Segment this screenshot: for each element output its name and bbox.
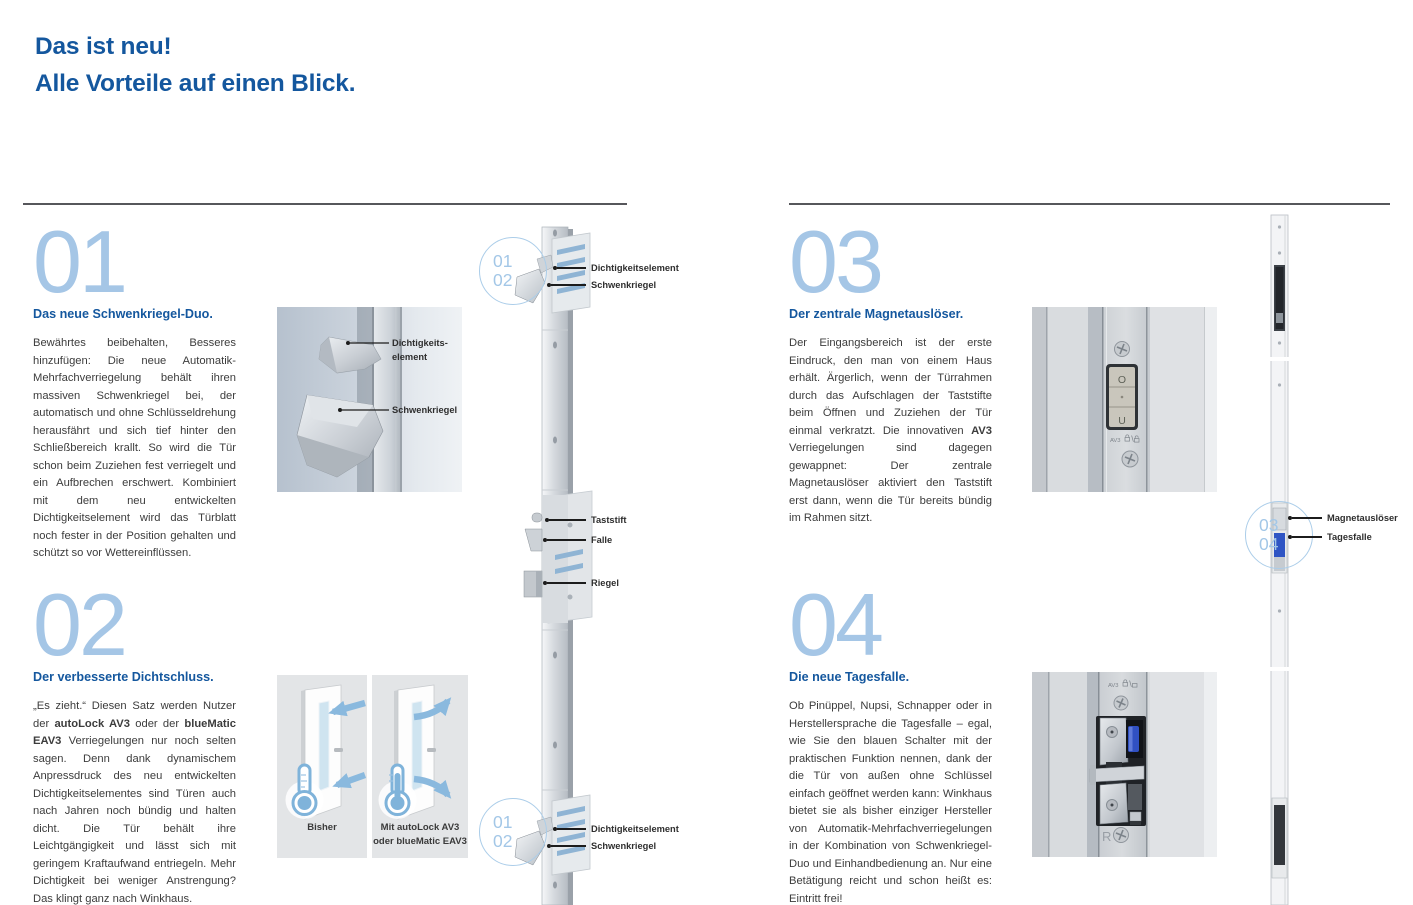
tagesfalle-mechanism: [1090, 716, 1146, 826]
section-04-heading: Die neue Tagesfalle.: [789, 670, 910, 684]
section-01: [33, 212, 236, 563]
callout-taststift: [545, 515, 626, 525]
screw-icon: [1114, 696, 1128, 710]
figure1-label-schwenkriegel: Schwenkriegel: [392, 405, 458, 415]
callout-line: [557, 828, 586, 829]
callout-line: [547, 582, 586, 583]
callout-label: Falle: [591, 535, 613, 545]
section-04: [789, 575, 992, 905]
callout-dichtigkeitselement-bottom: [553, 824, 679, 834]
caption-bisher: [277, 821, 367, 835]
badge-number: 02: [493, 831, 513, 851]
callout-schwenkriegel-bottom: [547, 841, 656, 851]
page-title-line2: Alle Vorteile auf einen Blick.: [35, 70, 356, 97]
callout-falle: [543, 535, 612, 545]
figure-tagesfalle-closeup: [1032, 672, 1217, 862]
badge-01-02-bottom: [479, 798, 547, 866]
taststift-part: [532, 513, 542, 522]
av3-label: AV3: [1108, 683, 1119, 689]
callout-label: Dichtigkeitselement: [591, 263, 679, 273]
badge-number: 01: [493, 250, 513, 271]
caption-autolock: [372, 821, 468, 849]
section-01-number: 01: [33, 212, 125, 311]
callout-tagesfalle: [1288, 532, 1372, 542]
section-01-body: Bewährtes beibehalten, Besseres hinzufügen: Die neue Automatik-Mehrfachverriegelung behält ihren massiven Schwenkriegel bei, der automatisch und ohne Schlüsseldrehung herausfährt und sich tief hinter den Schließbereich krallt. So wird die Tür schon beim Zuziehen fest verriegelt und ein Aufbrechen erschwert. Kombiniert mit dem neu entwickelten Dichtigkeitselement wird das Türblatt noch fester in der Position gehalten und schützt so vor Wettereinflüssen.: [33, 337, 236, 559]
callout-line: [551, 284, 586, 285]
section-02-heading: Der verbesserte Dichtschluss.: [33, 670, 214, 684]
door-handle: [334, 748, 343, 752]
figure-magnetausloeser-closeup: [1032, 307, 1217, 497]
callout-label: Dichtigkeitselement: [591, 824, 679, 834]
callout-magnetausloeser: [1288, 513, 1398, 523]
divider-right: [789, 203, 1390, 205]
tagesfalle-photo: [1032, 672, 1217, 857]
callout-line: [551, 845, 586, 846]
callout-line: [547, 539, 586, 540]
callout-label: Tagesfalle: [1327, 532, 1372, 542]
callout-line: [557, 267, 586, 268]
callout-line: [1292, 517, 1322, 518]
divider-left: [23, 203, 627, 205]
callout-line: [1292, 536, 1322, 537]
section-03-heading: Der zentrale Magnetauslöser.: [789, 307, 964, 321]
callout-label: Taststift: [591, 515, 627, 525]
caption-autolock-line1: Mit autoLock AV3: [380, 822, 460, 833]
ou-switch: [1106, 364, 1138, 430]
section-02-number: 02: [33, 575, 125, 674]
door-glass: [319, 701, 329, 791]
section-04-body: Ob Pinüppel, Nupsi, Schnapper oder in Herstellersprache die Tagesfalle – egal, wie Sie den blauen Schalter mit der praktischen Funktion nennen, dank der die Tür von außen ohne Schlüssel einfach geöffnet werden kann: Winkhaus bietet sie als bisher einziger Hersteller von Automatik-Mehrfachverriegelungen in der Kombination von Schwenkriegel-Duo und Einhandbedienung an. Nur eine Betätigung reicht und schon heißt es: Eintritt frei!: [789, 700, 992, 905]
section-02-body: „Es zieht.“ Diesen Satz werden Nutzer der autoLock AV3 oder der blueMatic EAV3 Verriegelungen nur noch selten sagen. Denn dank dynamischem Anpressdruck des neu entwickelten Dichtigkeitselementes sind Türen auch nach Jahren noch bündig und halten dicht. Die Tür behält ihre Leichtgängigkeit und lässt sich mit geringem Kraftaufwand entriegeln. Mehr Dichtigkeit bei weniger Anstrengung? Das klingt ganz nach Winkhaus.: [33, 700, 236, 905]
badge-number: 03: [1259, 514, 1279, 535]
handing-letter-r: R: [1102, 829, 1112, 844]
callout-line: [549, 519, 586, 520]
badge-number: 04: [1259, 534, 1279, 554]
switch-position-u: U: [1118, 415, 1126, 427]
door-handle: [427, 748, 436, 752]
screw-icon: [1114, 828, 1129, 843]
callout-label: Schwenkriegel: [591, 841, 657, 851]
callout-dichtigkeitselement-top: [553, 263, 679, 273]
figure-schwenkriegel-closeup: [277, 307, 462, 497]
section-01-heading: Das neue Schwenkriegel-Duo.: [33, 307, 213, 321]
page-title: [35, 28, 355, 102]
callout-schwenkriegel-top: [547, 280, 656, 290]
badge-number: 01: [493, 811, 513, 832]
caption-autolock-line2: oder blueMatic EAV3: [373, 836, 467, 847]
callout-label: Magnetauslöser: [1327, 513, 1398, 523]
section-03: [789, 212, 992, 528]
screw-icon: [1122, 451, 1138, 467]
caption-bisher-text: Bisher: [307, 822, 337, 833]
badge-01-02-top: [479, 237, 547, 305]
figure1-label-dichtigkeitselement-line1: Dichtigkeits-: [392, 338, 448, 348]
section-02: [33, 575, 236, 905]
section-04-number: 04: [789, 575, 881, 674]
figure1-label-dichtigkeitselement-line2: element: [392, 352, 428, 362]
schwenkriegel-photo: [277, 307, 462, 492]
screw-icon: [1115, 342, 1130, 357]
magnetausloeser-photo: [1032, 307, 1217, 492]
callout-label: Schwenkriegel: [591, 280, 657, 290]
page-title-line1: Das ist neu!: [35, 33, 172, 60]
section-03-body: Der Eingangsbereich ist der erste Eindruck, den man von einem Haus erhält. Ärgerlich, wenn der Türrahmen durch das Aufschlagen der Taststifte beim Öffnen und Zuziehen der Tür einmal verkratzt. Die innovativen AV3 Verriegelungen sind dagegen gewappnet: Der zentrale Magnetauslöser aktiviert den Taststift erst dann, wenn die Tür bereits bündig im Rahmen sitzt.: [789, 337, 992, 524]
lock-case-middle: [524, 491, 592, 623]
section-03-number: 03: [789, 212, 881, 311]
falle-part: [525, 529, 542, 551]
callout-label: Riegel: [591, 578, 619, 588]
av3-label: AV3: [1110, 438, 1121, 444]
callout-riegel: [543, 578, 619, 588]
switch-position-o: O: [1117, 374, 1127, 386]
badge-number: 02: [493, 270, 513, 290]
